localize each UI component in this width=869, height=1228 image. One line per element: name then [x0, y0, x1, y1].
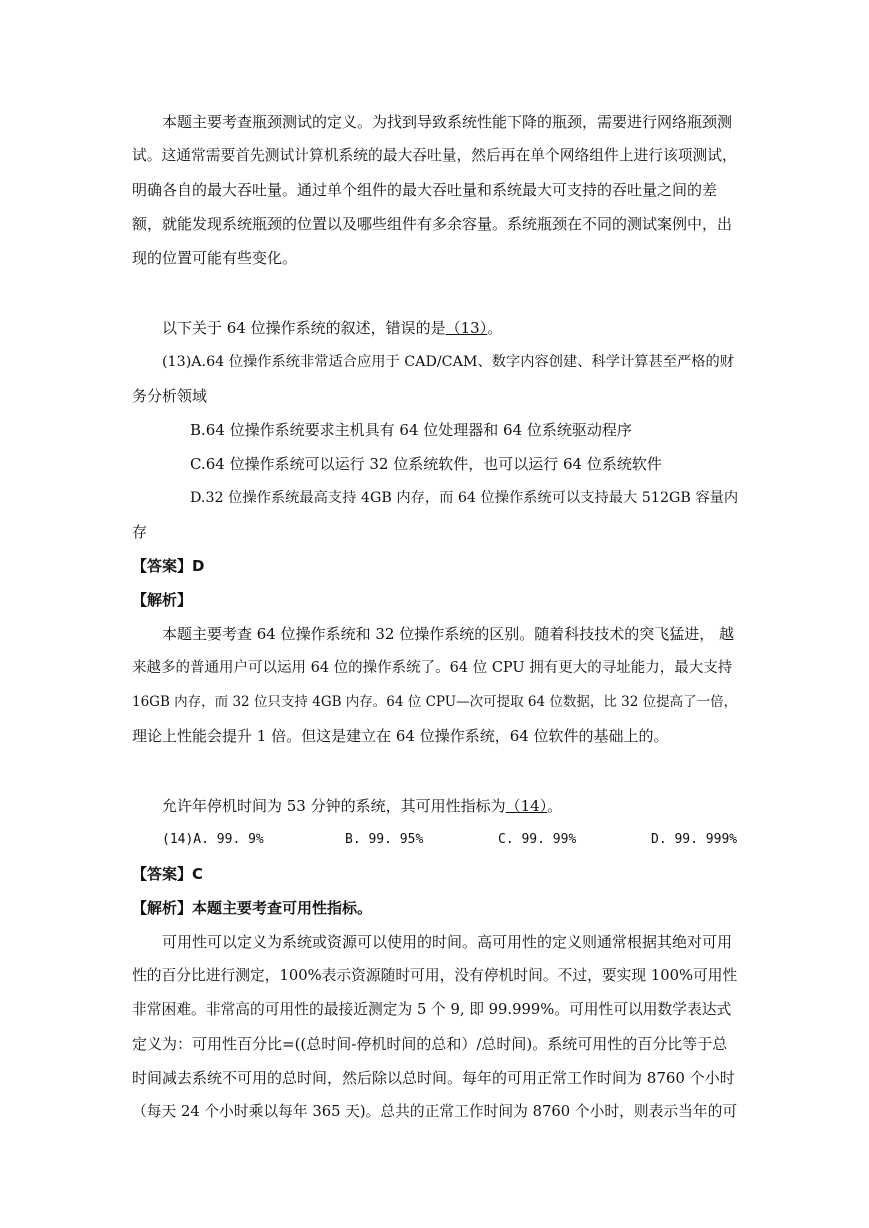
q14-blank: （14） — [505, 797, 548, 815]
q13-option-a-line-1: (13)A.64 位操作系统非常适合应用于 CAD/CAM、数字内容创建、科学计算甚至严格的财 — [162, 354, 734, 370]
q13-analysis-line-3: 16GB 内存，而 32 位只支持 4GB 内存。64 位 CPU—次可提取 64 位数据，比 32 位提高了一倍， — [132, 694, 738, 710]
q13-answer: 【答案】D — [132, 557, 205, 575]
q13-analysis-line-1: 本题主要考查 64 位操作系统和 32 位操作系统的区别。随着科技技术的突飞猛进， 越 — [162, 625, 735, 643]
q14-analysis-line-5: 时间减去系统不可用的总时间，然后除以总时间。每年的可用正常工作时间为 8760 个小时 — [132, 1069, 735, 1087]
intro-line-2: 试。这通常需要首先测试计算机系统的最大吞吐量，然后再在单个网络组件上进行该项测试， — [132, 147, 737, 164]
q14-option-a: (14)A. 99. 9% — [162, 832, 264, 847]
q14-option-b: B. 99. 95% — [345, 832, 424, 847]
q14-analysis-line-4: 定义为：可用性百分比=((总时间-停机时间的总和）/总时间)。系统可用性的百分比等于总 — [132, 1035, 728, 1053]
q13-analysis-label: 【解析】 — [132, 591, 193, 609]
q13-analysis-line-4: 理论上性能会提升 1 倍。但这是建立在 64 位操作系统，64 位软件的基础上的。 — [132, 727, 669, 745]
q14-stem — [162, 796, 562, 816]
q14-analysis-line-1: 可用性可以定义为系统或资源可以使用的时间。高可用性的定义则通常根据其绝对可用 — [162, 933, 733, 951]
intro-line-1: 本题主要考查瓶颈测试的定义。为找到导致系统性能下降的瓶颈，需要进行网络瓶颈测 — [162, 113, 733, 131]
q13-option-c: C.64 位操作系统可以运行 32 位系统软件，也可以运行 64 位系统软件 — [190, 455, 662, 473]
q14-option-d: D. 99. 999% — [651, 832, 738, 847]
intro-line-3: 明确各自的最大吞吐量。通过单个组件的最大吞吐量和系统最大可支持的吞吐量之间的差 — [132, 181, 718, 199]
q14-option-c: C. 99. 99% — [498, 832, 577, 847]
q14-analysis-line-2: 性的百分比进行测定，100%表示资源随时可用，没有停机时间。不过，要实现 100%可用性 — [132, 967, 738, 984]
q13-analysis-line-2: 来越多的普通用户可以运用 64 位的操作系统了。64 位 CPU 拥有更大的寻址能力，最大支持 — [132, 660, 733, 676]
q13-option-b: B.64 位操作系统要求主机具有 64 位处理器和 64 位系统驱动程序 — [190, 421, 632, 439]
intro-line-5: 现的位置可能有些变化。 — [132, 249, 298, 267]
q13-stem — [162, 318, 502, 338]
q13-option-a-line-2: 务分析领域 — [132, 387, 208, 405]
q13-option-d-line-1: D.32 位操作系统最高支持 4GB 内存，而 64 位操作系统可以支持最大 512GB 容量内 — [190, 490, 739, 506]
q14-analysis-heading: 【解析】本题主要考查可用性指标。 — [132, 899, 373, 917]
q13-option-d-line-2: 存 — [132, 523, 148, 541]
intro-line-4: 额，就能发现系统瓶颈的位置以及哪些组件有多余容量。系统瓶颈在不同的测试案例中，出 — [132, 215, 733, 233]
q13-stem-end: 。 — [487, 319, 503, 337]
q14-stem-text: 允许年停机时间为 53 分钟的系统，其可用性指标为 — [162, 797, 506, 815]
q14-analysis-line-6: （每天 24 个小时乘以每年 365 天)。总共的正常工作时间为 8760 个小时，则表示当年的可 — [132, 1103, 738, 1120]
q14-stem-end: 。 — [547, 797, 563, 815]
q13-blank: （13） — [445, 319, 488, 337]
q14-answer: 【答案】C — [132, 865, 204, 883]
q13-stem-text: 以下关于 64 位操作系统的叙述，错误的是 — [162, 319, 446, 337]
q14-analysis-line-3: 非常困难。非常高的可用性的最接近测定为 5 个 9, 即 99.999%。可用性可以用数学表达式 — [132, 1001, 732, 1018]
